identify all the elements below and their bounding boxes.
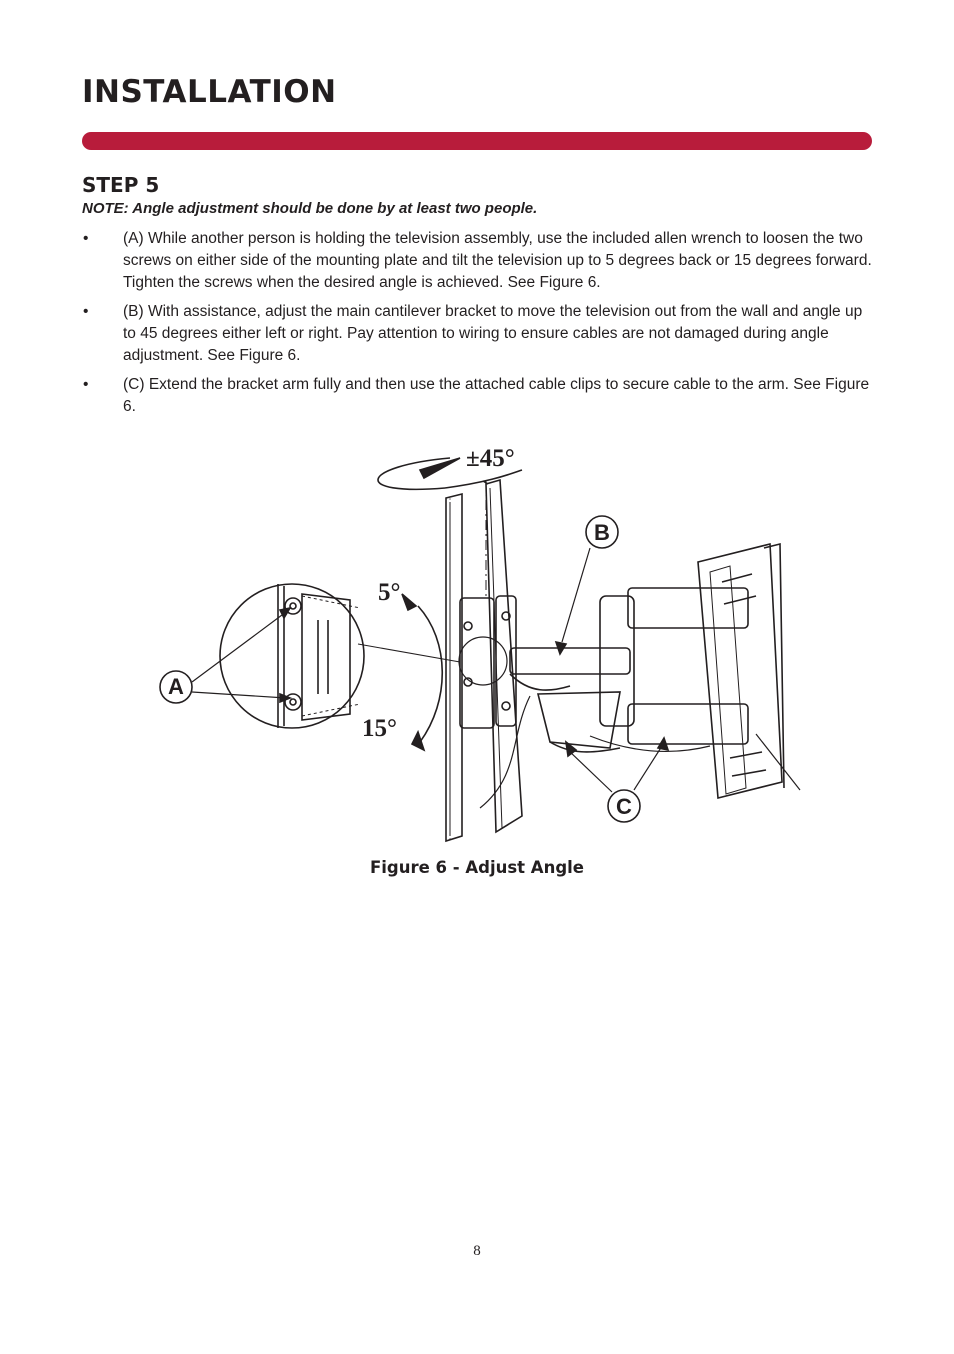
figure-caption: Figure 6 - Adjust Angle (370, 858, 584, 877)
list-item (82, 374, 872, 418)
mounting-plate (459, 596, 516, 728)
instruction-text-a: (A) While another person is holding the television assembly, use the included allen wrench to loosen the two screws on either side of the mounting plate and tilt the television up to 5 degrees back or 15 degrees forward. Tighten the screws when the desired angle is achieved. See Figure 6. (123, 230, 872, 291)
mount-adjustment-diagram (150, 436, 810, 852)
label-a: A (168, 674, 184, 699)
title-divider (82, 132, 872, 150)
step-heading: STEP 5 (82, 173, 160, 197)
label-b-pointer-icon (556, 548, 590, 654)
label-c: C (616, 794, 632, 819)
swivel-angle-label: ±45° (466, 445, 515, 472)
list-item (82, 301, 872, 367)
screw-detail-magnifier (220, 584, 460, 728)
page-number: 8 (473, 1243, 481, 1259)
safety-note: NOTE: Angle adjustment should be done by at least two people. (82, 200, 538, 217)
instruction-text-c: (C) Extend the bracket arm fully and then use the attached cable clips to secure cable to the arm. See Figure 6. (123, 376, 870, 415)
bullet-icon: • (83, 303, 89, 320)
bullet-icon: • (83, 376, 89, 393)
label-b: B (594, 520, 610, 545)
page-title: INSTALLATION (82, 74, 337, 110)
tilt-arc-icon (402, 594, 442, 750)
wall-plate (698, 544, 800, 798)
label-c-pointer-icon (566, 738, 668, 792)
instruction-text-b: (B) With assistance, adjust the main cantilever bracket to move the television out from the wall and angle up to 45 degrees either left or right. Pay attention to wiring to ensure cables are not damaged during angle adjustment. See Figure 6. (123, 303, 863, 364)
instruction-list (82, 228, 872, 425)
list-item (82, 228, 872, 294)
tilt-back-label: 5° (378, 579, 401, 606)
bullet-icon: • (83, 230, 89, 247)
tilt-forward-label: 15° (362, 715, 397, 742)
cantilever-arm (480, 588, 748, 808)
